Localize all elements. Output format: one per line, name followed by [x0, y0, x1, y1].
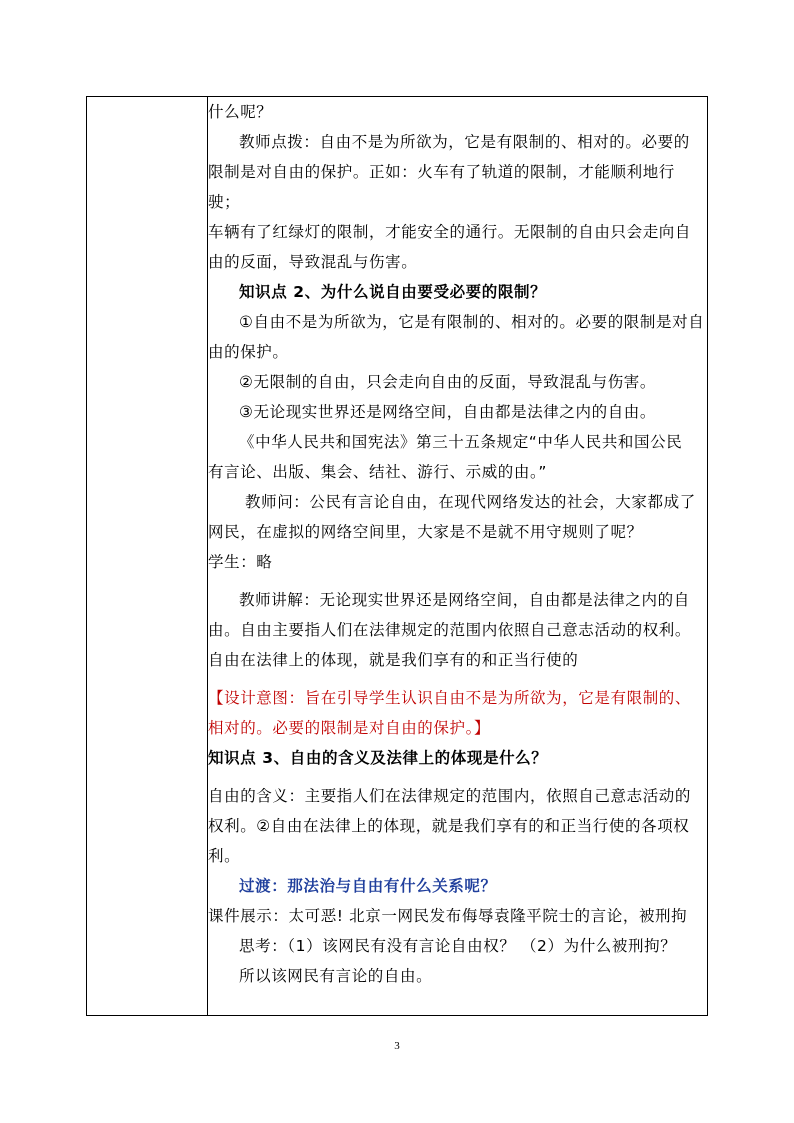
text-line: ③无论现实世界还是网络空间，自由都是法律之内的自由。 [239, 403, 656, 421]
text-line: 教师点拨：自由不是为所欲为，它是有限制的、相对的。必要的 [239, 133, 690, 151]
text-line: 车辆有了红绿灯的限制，才能安全的通行。无限制的自由只会走向自 [208, 223, 692, 241]
content-cell [208, 97, 708, 1016]
text-line: 自由的含义：主要指人们在法律规定的范围内，依照自己意志活动的 [208, 787, 692, 805]
text-line: 限制是对自由的保护。正如：火车有了轨道的限制，才能顺利地行驶； [208, 163, 675, 211]
text-line: 权利。②自由在法律上的体现，就是我们享有的和正当行使的各项权 [208, 817, 690, 835]
text-line: 自由在法律上的体现，就是我们享有的和正当行使的 [208, 651, 579, 669]
transition-heading: 过渡：那法治与自由有什么关系呢？ [239, 877, 497, 895]
text-line: 所以该网民有言论的自由。 [239, 967, 433, 985]
text-line: 利。 [208, 847, 241, 865]
text-line: 思考：（1）该网民有没有言论自由权？ （2）为什么被刑拘？ [239, 937, 677, 955]
text-line: 《中华人民共和国宪法》第三十五条规定“中华人民共和国公民 [239, 433, 683, 451]
knowledge-point-3-heading: 知识点 3、自由的含义及法律上的体现是什么？ [208, 749, 548, 767]
text-line: 学生：略 [208, 553, 273, 571]
design-intent-note: 相对的。必要的限制是对自由的保护。】 [208, 719, 491, 737]
text-line: 由的反面，导致混乱与伤害。 [208, 253, 418, 271]
text-line: ①自由不是为所欲为，它是有限制的、相对的。必要的限制是对自 [239, 313, 705, 331]
text-line: ②无限制的自由，只会走向自由的反面，导致混乱与伤害。 [239, 373, 656, 391]
text-line: 教师问：公民有言论自由，在现代网络发达的社会，大家都成了 [245, 493, 696, 511]
left-cell [87, 97, 208, 1016]
page-number: 3 [394, 1040, 400, 1052]
text-line: 什么呢？ [208, 103, 273, 121]
text-line: 教师讲解：无论现实世界还是网络空间，自由都是法律之内的自 [239, 591, 690, 609]
knowledge-point-2-heading: 知识点 2、为什么说自由要受必要的限制？ [239, 283, 547, 301]
design-intent-note: 【设计意图：旨在引导学生认识自由不是为所欲为，它是有限制的、 [208, 689, 692, 707]
text-line: 网民，在虚拟的网络空间里，大家是不是就不用守规则了呢？ [208, 523, 643, 541]
text-line: 有言论、出版、集会、结社、游行、示威的由。” [208, 463, 547, 481]
text-line: 课件展示：太可恶! 北京一网民发布侮辱袁隆平院士的言论，被刑拘 [208, 907, 688, 925]
table-row [87, 97, 708, 1016]
text-line: 由的保护。 [208, 343, 289, 361]
lesson-table [86, 96, 708, 1016]
text-line: 由。自由主要指人们在法律规定的范围内依照自己意志活动的权利。 [208, 621, 692, 639]
